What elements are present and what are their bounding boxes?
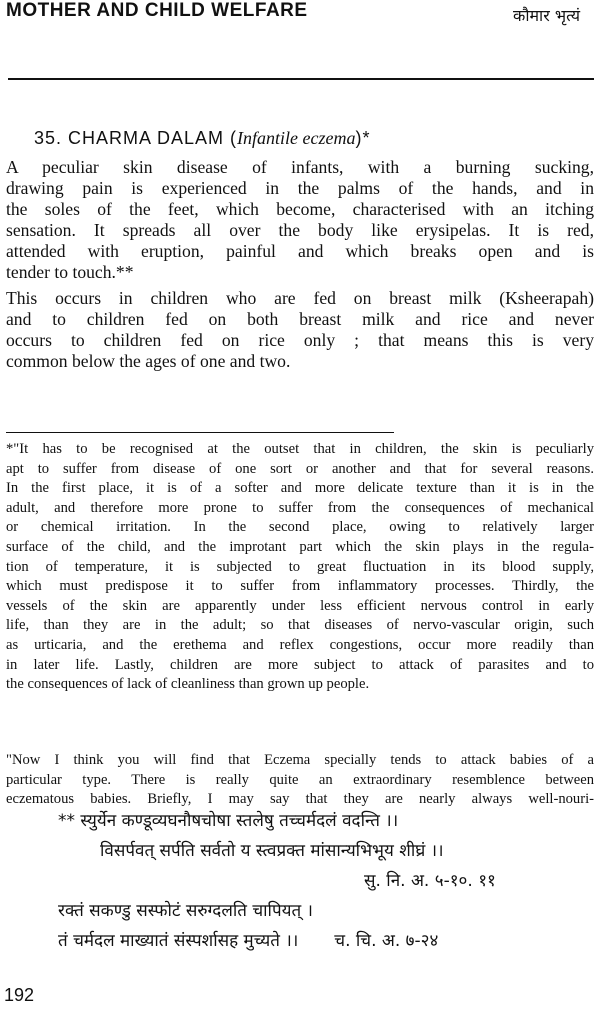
- footnote-line: in later life. Lastly, children are more subject to attack of parasites and to: [6, 656, 594, 673]
- sanskrit-verse-line: विसर्पवत् सर्पति सर्वतो य स्त्वप्रक्त मांसान्यभिभूय शीघ्रं ।।: [100, 841, 444, 861]
- sanskrit-verses: [0, 806, 600, 956]
- footnote-line: or chemical irritation. In the second place, owing to relatively larger: [6, 519, 594, 536]
- footnote-line: particular type. There is really quite an extraordinary resemblence between: [6, 771, 594, 788]
- sanskrit-verse-text: तं चर्मदल माख्यातं संस्पर्शासह मुच्यते ।।: [58, 931, 299, 951]
- footnote-line: tion of temperature, it is subjected to great fluctuation in its blood supply,: [6, 558, 594, 575]
- footnote-line: In the first place, it is of a softer and more delicate texture than it is in the: [6, 480, 594, 497]
- text-line: attended with eruption, painful and which breaks open and is: [6, 241, 594, 261]
- text-line: the soles of the feet, which become, characterised with an itching: [6, 199, 594, 219]
- paragraph-symptoms: [6, 157, 594, 283]
- footnote-line: which must predispose it to suffer from inflammatory processes. Thirdly, the: [6, 578, 594, 595]
- footnote-line: vessels of the skin are apparently under less efficient nervous control in early: [6, 597, 594, 614]
- section-heading: [34, 128, 371, 149]
- footnote-line: as urticaria, and the erethema and reflex congestions, occur more readily than: [6, 636, 594, 653]
- footnote-rule: [6, 432, 394, 433]
- footnote-line: adult, and therefore more prone to suffer from the consequences of mechanical: [6, 499, 594, 516]
- section-title-suffix: )*: [355, 128, 371, 148]
- sanskrit-reference: सु. नि. अ. ५-१०. ११: [364, 871, 496, 891]
- page-number: 192: [4, 985, 35, 1005]
- paragraph-occurrence: [6, 288, 594, 372]
- text-line: drawing pain is experienced in the palms of the hands, and in: [6, 178, 594, 198]
- text-line: sensation. It spreads all over the body like erysipelas. It is red,: [6, 220, 594, 240]
- text-line: This occurs in children who are fed on breast milk (Ksheerapah): [6, 288, 594, 308]
- sanskrit-verse-line: ** स्युर्येन कण्डूव्यघनौषचोषा स्तलेषु तच्चर्मदलं वदन्ति ।।: [58, 811, 399, 831]
- running-header-title: MOTHER AND CHILD WELFARE: [6, 0, 308, 21]
- footnote-line: *"It has to be recognised at the outset that in children, the skin is peculiarly: [6, 441, 594, 457]
- footnote-line: surface of the child, and the improtant part which the skin plays in the regula-: [6, 538, 594, 555]
- footnote-line: life, than they are in the adult; so that diseases of nervo-vascular origin, such: [6, 617, 594, 634]
- section-title: 35. CHARMA DALAM (: [34, 128, 238, 148]
- section-latin-name: Infantile eczema: [237, 128, 356, 148]
- header-rule: [8, 78, 594, 80]
- sanskrit-verse-line: रक्तं सकण्डु सस्फोटं सरुग्दलति चापियत् ।: [58, 901, 314, 921]
- footnote-eczema: [6, 751, 594, 810]
- text-line: occurs to children fed on rice only ; that means this is very: [6, 330, 594, 350]
- footnote-line: the consequences of lack of cleanliness than grown up people.: [6, 676, 370, 693]
- text-line: common below the ages of one and two.: [6, 351, 291, 371]
- sanskrit-verse-line: [0, 926, 600, 956]
- footnote-line: "Now I think you will find that Eczema specially tends to attack babies of a: [6, 752, 594, 768]
- footnote-line: eczematous babies. Briefly, I may say that they are nearly always well-nouri-: [6, 791, 594, 808]
- text-line: tender to touch.**: [6, 262, 134, 282]
- sanskrit-reference: च. चि. अ. ७-२४: [334, 931, 439, 951]
- text-line: and to children fed on both breast milk and rice and never: [6, 309, 594, 329]
- footnote-line: apt to suffer from disease of one sort or another and that for several reasons.: [6, 460, 594, 477]
- footnote-skin: [6, 440, 594, 695]
- running-header-sanskrit: कौमार भृत्यं: [513, 6, 580, 25]
- text-line: A peculiar skin disease of infants, with a burning sucking,: [6, 157, 594, 177]
